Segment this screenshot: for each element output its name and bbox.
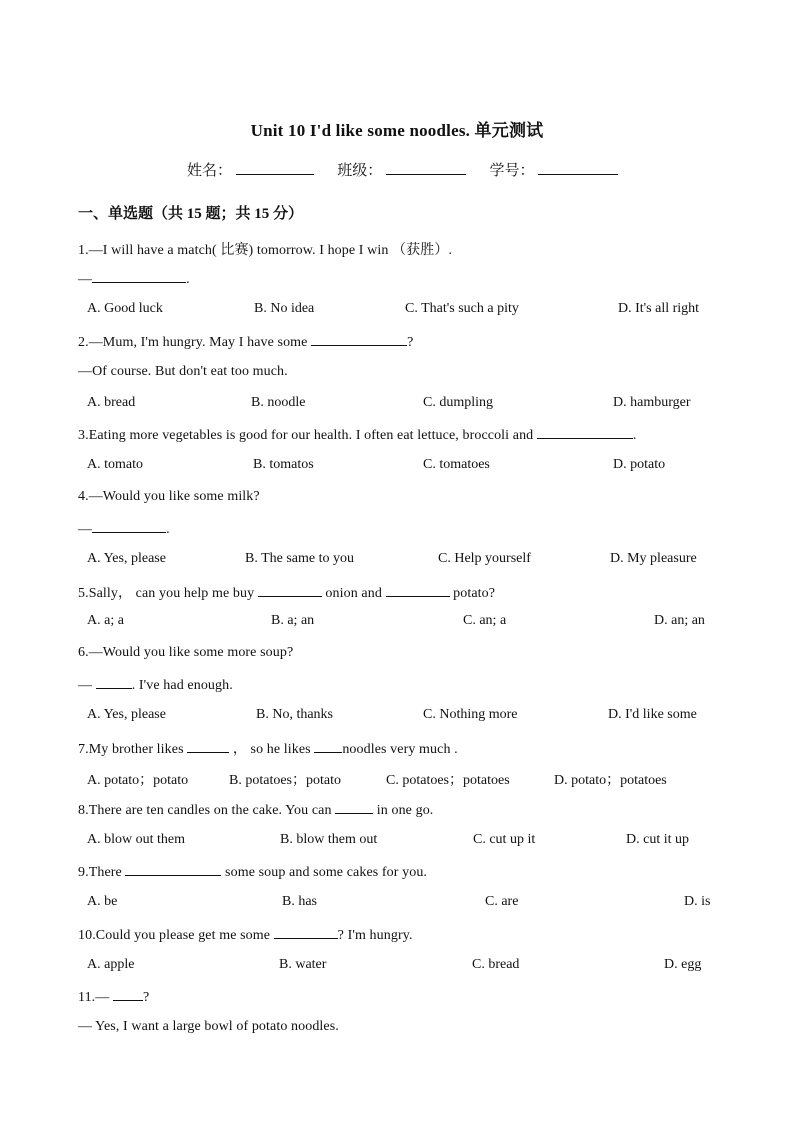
question-1-option-b[interactable]: B. No idea bbox=[254, 301, 315, 316]
question-10-option-b[interactable]: B. water bbox=[279, 957, 327, 972]
answer-blank[interactable] bbox=[537, 426, 633, 439]
number-blank[interactable] bbox=[538, 160, 618, 175]
answer-blank[interactable] bbox=[335, 801, 373, 814]
question-9-option-a[interactable]: A. be bbox=[87, 894, 118, 909]
question-6-option-c[interactable]: C. Nothing more bbox=[423, 707, 518, 722]
question-9-option-d[interactable]: D. is bbox=[684, 894, 711, 909]
question-1-line-1: 1.—I will have a match( 比赛) tomorrow. I hope I win （获胜）. bbox=[78, 243, 453, 258]
question-5-line-1: 5.Sally， can you help me buy onion and potato? bbox=[78, 586, 496, 601]
student-info-row bbox=[187, 159, 618, 180]
question-5-option-b[interactable]: B. a; an bbox=[271, 613, 315, 628]
question-7-option-a[interactable]: A. potato；potato bbox=[87, 773, 189, 788]
exam-title: Unit 10 I'd like some noodles. 单元测试 bbox=[250, 121, 544, 140]
question-8-option-b[interactable]: B. blow them out bbox=[280, 832, 378, 847]
question-1-option-c[interactable]: C. That's such a pity bbox=[405, 301, 519, 316]
class-blank[interactable] bbox=[386, 160, 466, 175]
question-1-option-a[interactable]: A. Good luck bbox=[87, 301, 163, 316]
question-7-line-1: 7.My brother likes ， so he likes noodles very much . bbox=[78, 742, 458, 757]
question-4-line-1: 4.—Would you like some milk? bbox=[78, 489, 260, 504]
question-6-line-2: — . I've had enough. bbox=[78, 678, 233, 693]
question-2-line-2: —Of course. But don't eat too much. bbox=[78, 364, 288, 379]
question-5-option-d[interactable]: D. an; an bbox=[654, 613, 705, 628]
answer-blank[interactable] bbox=[187, 740, 229, 753]
answer-blank[interactable] bbox=[274, 926, 338, 939]
answer-blank[interactable] bbox=[311, 333, 407, 346]
question-10-option-d[interactable]: D. egg bbox=[664, 957, 702, 972]
question-6-option-d[interactable]: D. I'd like some bbox=[608, 707, 697, 722]
question-3-option-a[interactable]: A. tomato bbox=[87, 457, 143, 472]
question-5-option-c[interactable]: C. an; a bbox=[463, 613, 507, 628]
answer-blank[interactable] bbox=[314, 740, 342, 753]
question-9-option-b[interactable]: B. has bbox=[282, 894, 317, 909]
question-9-option-c[interactable]: C. are bbox=[485, 894, 519, 909]
question-3-option-b[interactable]: B. tomatos bbox=[253, 457, 314, 472]
question-9-line-1: 9.There some soup and some cakes for you. bbox=[78, 865, 428, 880]
answer-blank[interactable] bbox=[125, 863, 221, 876]
answer-blank[interactable] bbox=[258, 584, 322, 597]
question-8-line-1: 8.There are ten candles on the cake. You can in one go. bbox=[78, 803, 434, 818]
question-2-line-1: 2.—Mum, I'm hungry. May I have some ? bbox=[78, 335, 414, 350]
question-8-option-a[interactable]: A. blow out them bbox=[87, 832, 185, 847]
question-6-option-a[interactable]: A. Yes, please bbox=[87, 707, 166, 722]
name-label: 姓名： bbox=[187, 163, 233, 179]
question-11-line-2: — Yes, I want a large bowl of potato noodles. bbox=[78, 1019, 339, 1034]
answer-blank[interactable] bbox=[92, 520, 166, 533]
question-4-option-a[interactable]: A. Yes, please bbox=[87, 551, 166, 566]
question-2-option-b[interactable]: B. noodle bbox=[251, 395, 306, 410]
number-label: 学号： bbox=[489, 163, 535, 179]
question-7-option-c[interactable]: C. potatoes；potatoes bbox=[386, 773, 510, 788]
answer-blank[interactable] bbox=[96, 676, 132, 689]
class-label: 班级： bbox=[337, 163, 383, 179]
question-1-line-2: — . bbox=[78, 272, 190, 287]
question-4-option-d[interactable]: D. My pleasure bbox=[610, 551, 697, 566]
question-10-line-1: 10.Could you please get me some ? I'm hungry. bbox=[78, 928, 413, 943]
question-2-option-d[interactable]: D. hamburger bbox=[613, 395, 691, 410]
question-3-option-c[interactable]: C. tomatoes bbox=[423, 457, 490, 472]
answer-blank[interactable] bbox=[113, 988, 143, 1001]
question-6-option-b[interactable]: B. No, thanks bbox=[256, 707, 333, 722]
question-1-option-d[interactable]: D. It's all right bbox=[618, 301, 700, 316]
question-2-option-c[interactable]: C. dumpling bbox=[423, 395, 494, 410]
answer-blank[interactable] bbox=[92, 270, 186, 283]
question-3-option-d[interactable]: D. potato bbox=[613, 457, 666, 472]
question-3-line-1: 3.Eating more vegetables is good for our health. I often eat lettuce, broccoli and . bbox=[78, 428, 637, 443]
section-title: 一、单选题（共 15 题；共 15 分） bbox=[78, 206, 304, 222]
question-11-line-1: 11.— ? bbox=[78, 990, 150, 1005]
name-blank[interactable] bbox=[236, 160, 314, 175]
answer-blank[interactable] bbox=[386, 584, 450, 597]
question-7-option-d[interactable]: D. potato；potatoes bbox=[554, 773, 667, 788]
question-2-option-a[interactable]: A. bread bbox=[87, 395, 136, 410]
question-10-option-c[interactable]: C. bread bbox=[472, 957, 520, 972]
question-10-option-a[interactable]: A. apple bbox=[87, 957, 135, 972]
question-4-line-2: — . bbox=[78, 522, 170, 537]
question-8-option-c[interactable]: C. cut up it bbox=[473, 832, 536, 847]
question-8-option-d[interactable]: D. cut it up bbox=[626, 832, 689, 847]
question-7-option-b[interactable]: B. potatoes；potato bbox=[229, 773, 341, 788]
question-6-line-1: 6.—Would you like some more soup? bbox=[78, 645, 294, 660]
question-4-option-b[interactable]: B. The same to you bbox=[245, 551, 355, 566]
question-5-option-a[interactable]: A. a; a bbox=[87, 613, 124, 628]
question-4-option-c[interactable]: C. Help yourself bbox=[438, 551, 531, 566]
